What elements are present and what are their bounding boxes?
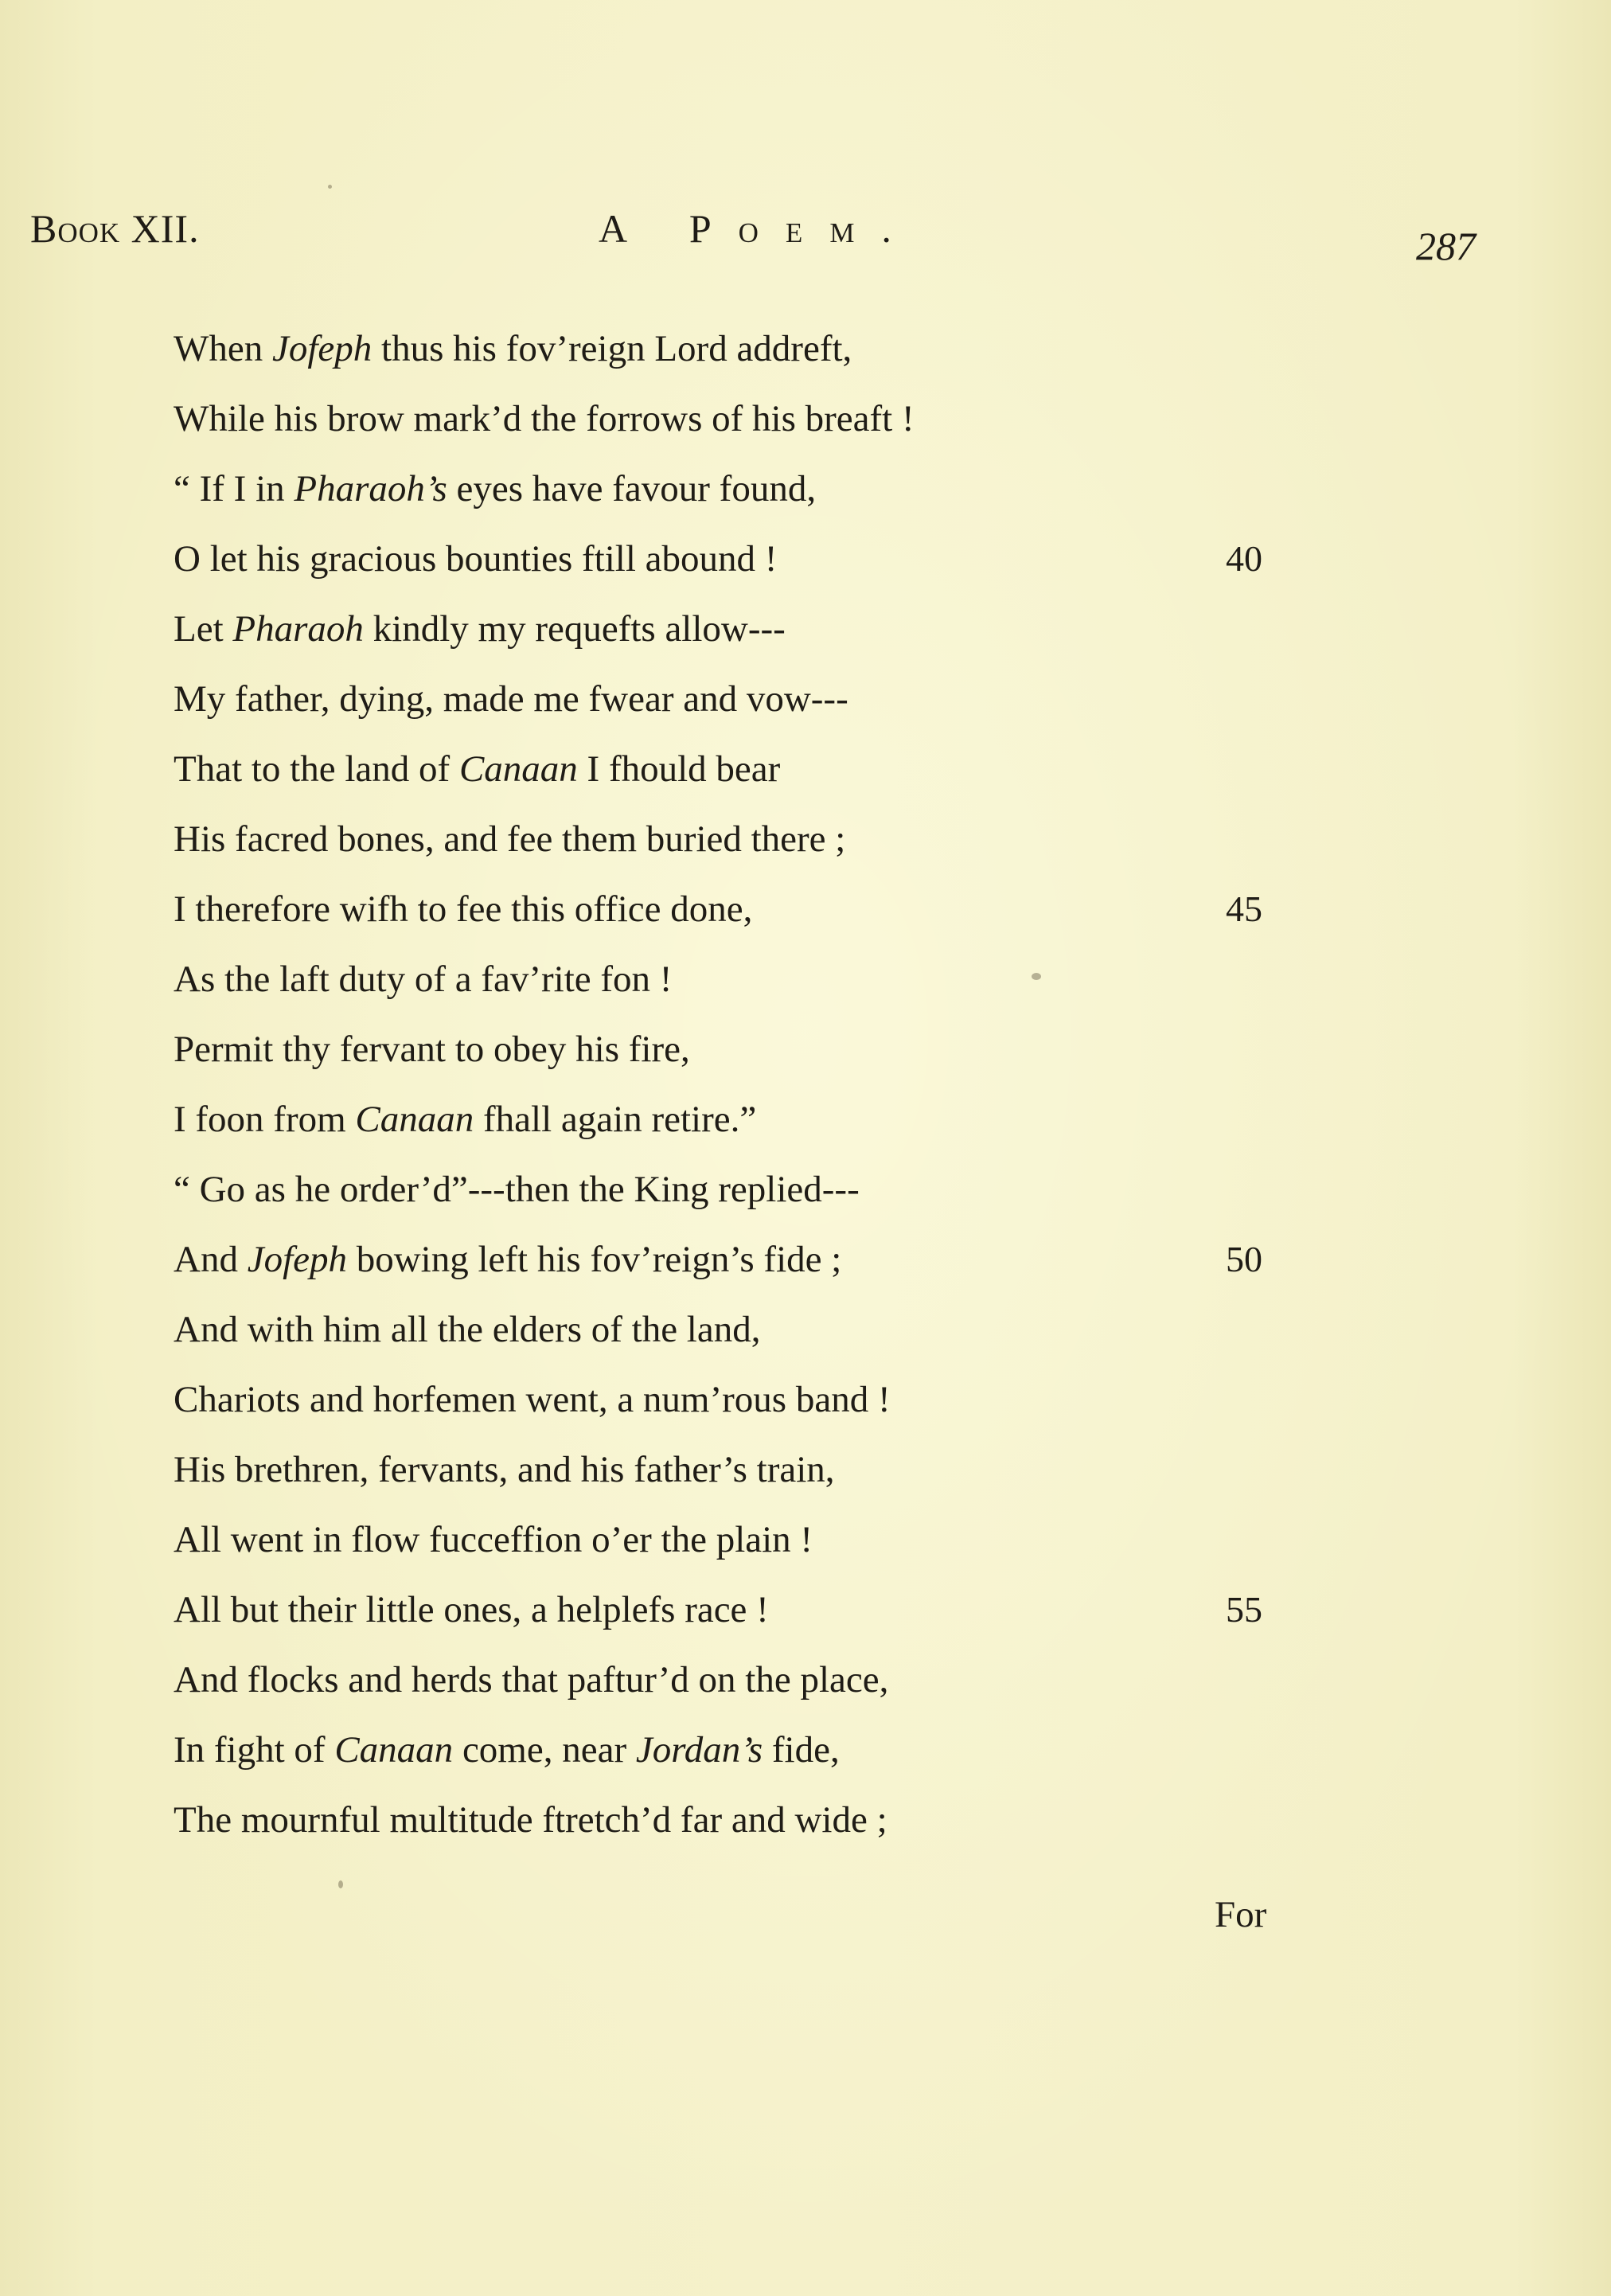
italic-name: Canaan	[334, 1729, 454, 1771]
poem-line	[174, 454, 915, 524]
poem-line	[174, 1365, 915, 1435]
poem-text	[174, 314, 1262, 1855]
line-text: While his brow mark’d the forrows of his breaft !	[174, 398, 915, 439]
italic-name: Pharaoh	[232, 608, 364, 650]
line-text: fide,	[763, 1729, 840, 1771]
line-text: The mournful multitude ftretch’d far and wide ;	[174, 1799, 887, 1841]
line-text: kindly my requefts allow---	[363, 608, 786, 650]
paper-speck	[328, 185, 332, 189]
line-text: His facred bones, and fee them buried there ;	[174, 818, 846, 860]
line-text: His brethren, fervants, and his father’s train,	[174, 1449, 835, 1490]
line-number: 40	[1226, 538, 1262, 579]
poem-line	[174, 1014, 915, 1084]
poem-line	[174, 874, 1262, 944]
italic-name: Canaan	[458, 748, 578, 790]
line-text: And	[174, 1239, 248, 1280]
poem-line	[174, 1505, 915, 1575]
line-text: I foon from	[174, 1099, 356, 1140]
line-text: thus his fov’reign Lord addreft,	[372, 328, 852, 369]
line-text: When	[174, 328, 272, 369]
page-number: 287	[1416, 224, 1476, 268]
poem-line	[174, 1154, 915, 1224]
line-text: All but their little ones, a helplefs race !	[174, 1589, 769, 1630]
poem-line	[174, 524, 1262, 594]
line-text: That to the land of	[174, 748, 459, 790]
line-text: Chariots and horfemen went, a num’rous band !	[174, 1379, 891, 1420]
line-text: Permit thy fervant to obey his fire,	[174, 1029, 690, 1070]
line-text: In fight of	[174, 1729, 335, 1771]
line-text: I fhould bear	[577, 748, 781, 790]
italic-name: Jofeph	[247, 1239, 347, 1280]
line-text: As the laft duty of a fav’rite fon !	[174, 959, 673, 1000]
poem-line	[174, 1084, 915, 1154]
poem-line	[174, 664, 915, 734]
poem-line	[174, 1645, 915, 1715]
line-text: And with him all the elders of the land,	[174, 1309, 761, 1350]
line-text: All went in flow fucceffion o’er the plain !	[174, 1519, 813, 1560]
paper-speck	[338, 1880, 343, 1888]
running-head-title: A Poem.	[599, 206, 919, 251]
italic-name: Canaan	[355, 1099, 474, 1140]
line-number: 45	[1226, 888, 1262, 929]
line-number: 50	[1226, 1239, 1262, 1279]
italic-name: Jordan’s	[635, 1729, 763, 1771]
catchword: For	[1215, 1894, 1267, 1935]
poem-line	[174, 384, 915, 454]
poem-line	[174, 1785, 915, 1855]
paper-speck	[1032, 973, 1041, 980]
line-text: And flocks and herds that paftur’d on the place,	[174, 1659, 889, 1701]
line-text: I therefore wifh to fee this office done,	[174, 888, 753, 930]
poem-line	[174, 1715, 915, 1785]
poem-line	[174, 1435, 915, 1505]
line-text: “ If I in	[174, 468, 295, 510]
poem-line	[174, 314, 915, 384]
line-text: bowing left his fov’reign’s fide ;	[346, 1239, 842, 1280]
poem-line	[174, 594, 915, 664]
line-text: O let his gracious bounties ftill abound !	[174, 538, 778, 580]
italic-name: Jofeph	[271, 328, 373, 369]
line-number: 55	[1226, 1589, 1262, 1630]
line-text: come, near	[453, 1729, 636, 1771]
poem-line	[174, 944, 915, 1014]
line-text: My father, dying, made me fwear and vow---	[174, 678, 848, 720]
line-text: Let	[174, 608, 233, 650]
poem-line	[174, 1294, 915, 1365]
poem-line	[174, 804, 915, 874]
line-text: “ Go as he order’d”---then the King replied---	[174, 1169, 860, 1210]
italic-name: Pharaoh’s	[294, 468, 447, 510]
poem-line	[174, 1224, 1262, 1294]
line-text: eyes have favour found,	[447, 468, 817, 510]
running-head-book: Book XII.	[30, 206, 200, 251]
poem-line	[174, 734, 915, 804]
line-text: fhall again retire.”	[474, 1099, 757, 1140]
poem-line	[174, 1575, 1262, 1645]
